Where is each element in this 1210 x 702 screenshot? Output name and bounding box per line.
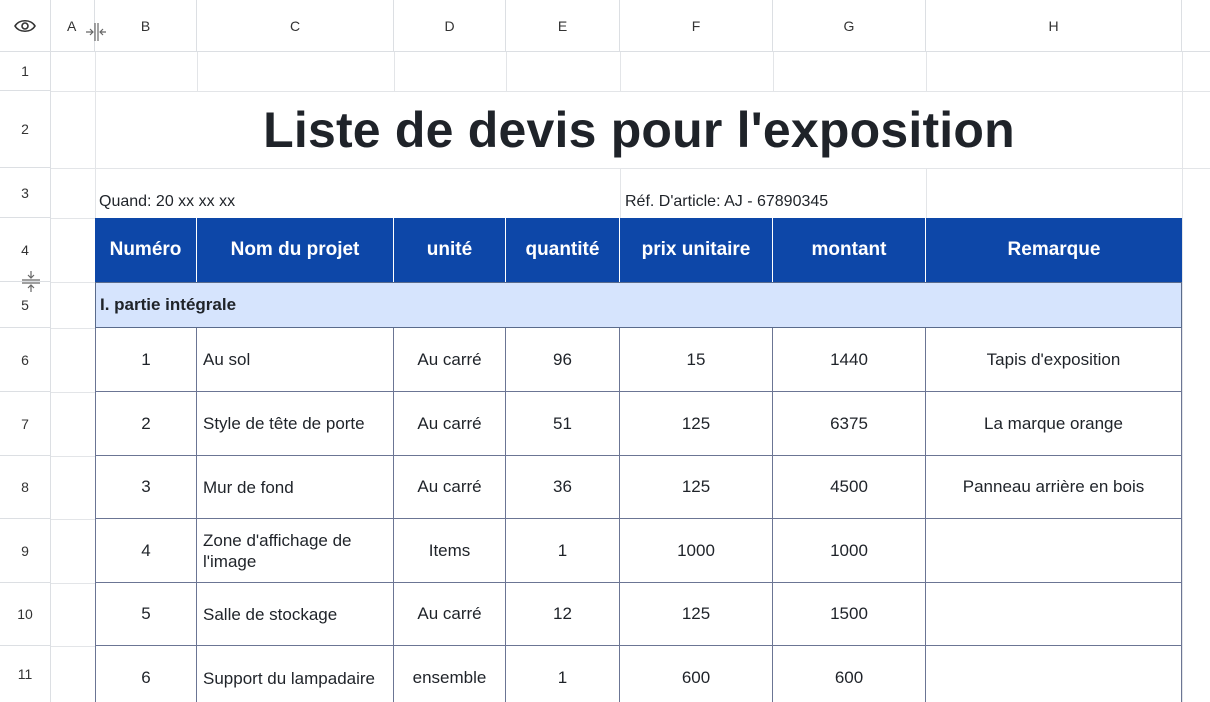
row-header-1[interactable] [0, 52, 51, 91]
header-unit-price[interactable]: prix unitaire [620, 218, 773, 282]
reference-label: Réf. D'article: AJ - 67890345 [625, 193, 829, 210]
column-label: B [140, 17, 151, 34]
row-label: 4 [21, 241, 29, 258]
row-label: 2 [21, 121, 29, 137]
row-header-2[interactable] [0, 91, 51, 168]
row-header-6[interactable] [0, 328, 51, 392]
cell-unit[interactable]: Au carré [394, 583, 506, 646]
cell-amount[interactable]: 4500 [773, 456, 926, 519]
row-header-10[interactable] [0, 583, 51, 646]
cell-remark[interactable] [926, 646, 1182, 702]
column-label: F [691, 17, 701, 34]
row-header-7[interactable] [0, 392, 51, 456]
row-label: 5 [21, 296, 29, 313]
column-label: D [444, 17, 455, 34]
cell-quantity[interactable]: 36 [506, 456, 620, 519]
cell-remark[interactable]: Panneau arrière en bois [926, 456, 1182, 519]
date-label: Quand: 20 xx xx xx [99, 193, 236, 210]
cell-amount[interactable]: 1000 [773, 519, 926, 583]
cell-number[interactable]: 1 [95, 328, 197, 392]
header-amount[interactable]: montant [773, 218, 926, 282]
cell-amount[interactable]: 6375 [773, 392, 926, 456]
cell-unit-price[interactable]: 15 [620, 328, 773, 392]
cell-project-name[interactable]: Salle de stockage [197, 583, 394, 646]
column-header-e[interactable] [506, 0, 620, 52]
cell-number[interactable]: 6 [95, 646, 197, 702]
cell-remark[interactable] [926, 519, 1182, 583]
eye-icon[interactable] [14, 18, 36, 34]
row-header-3[interactable] [0, 168, 51, 218]
cell-project-name[interactable]: Zone d'affichage de l'image [197, 519, 394, 583]
cell-remark[interactable]: Tapis d'exposition [926, 328, 1182, 392]
column-label: G [843, 17, 855, 34]
column-header-blank [1182, 0, 1210, 52]
column-label: A [67, 17, 77, 34]
column-label: C [289, 17, 301, 34]
row-label: 8 [21, 479, 29, 495]
cell-unit[interactable]: ensemble [394, 646, 506, 702]
section-row[interactable]: I. partie intégrale [95, 282, 1182, 328]
column-header-g[interactable] [773, 0, 926, 52]
column-label: E [557, 17, 568, 34]
row-header-11[interactable] [0, 646, 51, 702]
cell-number[interactable]: 2 [95, 392, 197, 456]
header-numero[interactable]: Numéro [95, 218, 197, 282]
cell-amount[interactable]: 1440 [773, 328, 926, 392]
cell-project-name[interactable]: Support du lampadaire [197, 646, 394, 702]
row-label: 7 [21, 415, 29, 432]
cell-project-name[interactable]: Mur de fond [197, 456, 394, 519]
row-label: 1 [21, 63, 29, 79]
row-label: 6 [21, 351, 29, 368]
cell-number[interactable]: 4 [95, 519, 197, 583]
header-remark[interactable]: Remarque [926, 218, 1182, 282]
header-quantity[interactable]: quantité [506, 218, 620, 282]
cell-project-name[interactable]: Au sol [197, 328, 394, 392]
cell-project-name[interactable]: Style de tête de porte [197, 392, 394, 456]
row-header-9[interactable] [0, 519, 51, 583]
cell-unit-price[interactable]: 125 [620, 456, 773, 519]
column-header-d[interactable] [394, 0, 506, 52]
cell-quantity[interactable]: 51 [506, 392, 620, 456]
column-resize-icon[interactable] [84, 21, 106, 43]
cell-unit[interactable]: Au carré [394, 328, 506, 392]
cell-unit[interactable]: Au carré [394, 392, 506, 456]
row-label: 9 [21, 542, 29, 559]
sheet-title: Liste de devis pour l'exposition [96, 92, 1182, 168]
column-label: H [1048, 17, 1059, 34]
cell-amount[interactable]: 1500 [773, 583, 926, 646]
header-unit[interactable]: unité [394, 218, 506, 282]
cell-amount[interactable]: 600 [773, 646, 926, 702]
cell-remark[interactable]: La marque orange [926, 392, 1182, 456]
cell-unit[interactable]: Items [394, 519, 506, 583]
cell-unit-price[interactable]: 125 [620, 583, 773, 646]
cell-unit-price[interactable]: 1000 [620, 519, 773, 583]
cell-quantity[interactable]: 12 [506, 583, 620, 646]
cell-number[interactable]: 3 [95, 456, 197, 519]
cell-number[interactable]: 5 [95, 583, 197, 646]
header-project-name[interactable]: Nom du projet [197, 218, 394, 282]
cell-quantity[interactable]: 1 [506, 646, 620, 702]
column-header-h[interactable] [926, 0, 1182, 52]
cell-unit[interactable]: Au carré [394, 456, 506, 519]
cell-unit-price[interactable]: 600 [620, 646, 773, 702]
column-header-b[interactable] [95, 0, 197, 52]
cell-quantity[interactable]: 96 [506, 328, 620, 392]
cell-quantity[interactable]: 1 [506, 519, 620, 583]
column-header-c[interactable] [197, 0, 394, 52]
visibility-toggle[interactable] [0, 0, 51, 52]
row-label: 3 [21, 184, 29, 201]
row-header-8[interactable] [0, 456, 51, 519]
row-label: 10 [17, 606, 33, 622]
cell-remark[interactable] [926, 583, 1182, 646]
cell-unit-price[interactable]: 125 [620, 392, 773, 456]
row-resize-icon[interactable] [20, 270, 42, 292]
row-label: 11 [17, 666, 33, 682]
column-header-f[interactable] [620, 0, 773, 52]
